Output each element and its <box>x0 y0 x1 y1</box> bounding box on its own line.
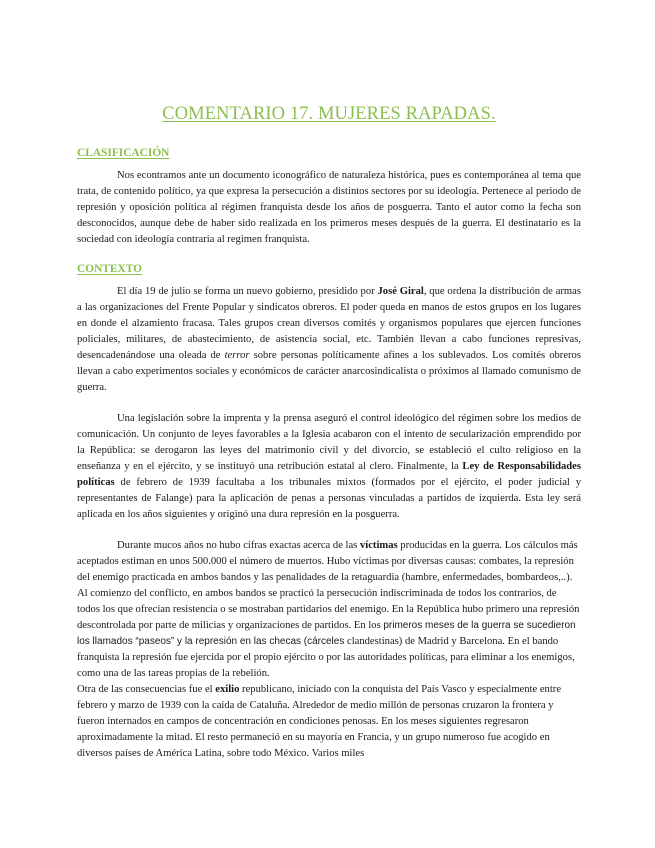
text-run: de febrero de 1939 facultaba a los tribunales mixtos (formados por el ejército, el poder judicial y representantes de Falange) para la aplicación de penas a personas vinculadas a partidos de izquierda. Esta ley será aplicada en los años siguientes y originó una dura represión en la posguerra. <box>77 477 581 520</box>
contexto-paragraph-4 <box>77 586 581 682</box>
bold-term-ley-responsabilidades: Ley de Responsabilidades políticas <box>77 461 581 488</box>
text-run: sobre personas políticamente afines a los sublevados. Los comités obreros llevan a cabo experimentos sociales y económicos de carácter anarcosindicalista o próximos al llamado comunismo de guerra. <box>77 350 581 393</box>
section-heading-contexto: CONTEXTO <box>77 263 142 275</box>
contexto-paragraph-5 <box>77 682 581 762</box>
bold-term-victimas: víctimas <box>359 540 398 551</box>
text-run: republicano, iniciado con la conquista del País Vasco y especialmente entre febrero y marzo de 1939 con la caída de Cataluña. Alrededor de medio millón de personas cruzaron la frontera y fueron internados en campos de concentración en condiciones penosas. En los meses siguientes regresaron aproximadamente la mitad. El resto permaneció en su mayoría en Francia, y un grupo numeroso fue acogido en diversos países de América Latina, sobre todo México. Varios miles <box>77 684 562 759</box>
text-run: El día 19 de julio se forma un nuevo gobierno, presidido por <box>117 286 378 297</box>
clasificacion-paragraph: Nos econtramos ante un documento iconográfico de naturaleza histórica, pues es contemporánea al tema que trata, de contenido político, ya que expresa la persecución a distintos sectores por su ideología. Pertenece al periodo de represión y oposición política al régimen franquista desde los años de posguerra. Tanto el autor como la fecha son desconocidos, aunque debe de haber sido realizada en los primeros meses después de la guerra. El destinatario es la sociedad con ideología contraria al regimen franquista. <box>77 170 581 245</box>
section-heading-clasificacion: CLASIFICACIÓN <box>77 147 170 159</box>
text-run: Una legislación sobre la imprenta y la prensa aseguró el control ideológico del régimen sobre los medios de comunicación. Un conjunto de leyes favorables a la Iglesia acabaron con el intento de secularización emprendido por la República: se derogaron las leyes del matrimonio civil y del divorcio, se estableció el culto religioso en la enseñanza y en el ejército, y se instituyó una retribución estatal al clero. Finalmente, la <box>77 413 581 472</box>
contexto-paragraph-1 <box>77 284 581 396</box>
sans-text-run: primeros meses de la guerra se sucedieron los llamados “paseos” y la represión en las checas (cárceles <box>77 620 576 647</box>
page-title: COMENTARIO 17. MUJERES RAPADAS. <box>162 104 496 124</box>
bold-term-jose-giral: José Giral <box>377 286 424 297</box>
text-run: Al comienzo del conflicto, en ambos bandos se practicó la persecución indiscriminada de todos los contrarios, de todos los que ofrecían resistencia o se mostraban partidarios del enemigo. En la República hubo primero una represión descontrolada por parte de milicias y organizaciones de partidos. En los <box>77 588 580 631</box>
text-run: Durante mucos años no hubo cifras exactas acerca de las <box>117 540 360 551</box>
text-run: Otra de las consecuencias fue el <box>77 684 216 695</box>
text-run: , que ordena la distribución de armas a las organizaciones del Frente Popular y sindicatos obreros. El poder queda en manos de estos grupos en los lugares en donde el alzamiento fracasa. Tales grupos crean diversos comités y organismos populares que ejercen funciones policiales, militares, de abastecimiento, de asistencia social, etc. También llevan a cabo funciones represivas, desencadenándose una oleada de <box>77 286 581 361</box>
text-run: producidas en la guerra. Los cálculos más aceptados estiman en unos 500.000 el número de muertos. Hubo víctimas por diversas causas: combates, la represión del enemigo practicada en ambos bandos y las penalidades de la retaguardia (hambre, enfermedades, bombardeos,..). <box>77 540 578 583</box>
contexto-paragraph-2 <box>77 411 581 523</box>
text-run: clandestinas) de Madrid y Barcelona. En el bando franquista la represión fue ejercida por el propio ejército o por las autoridades políticas, para eliminar a los enemigos, como una de las tareas propias de la rebelión. <box>77 636 575 679</box>
italic-term-terror: terror <box>224 350 250 361</box>
bold-term-exilio: exilio <box>215 684 240 695</box>
contexto-paragraph-3 <box>77 538 581 586</box>
